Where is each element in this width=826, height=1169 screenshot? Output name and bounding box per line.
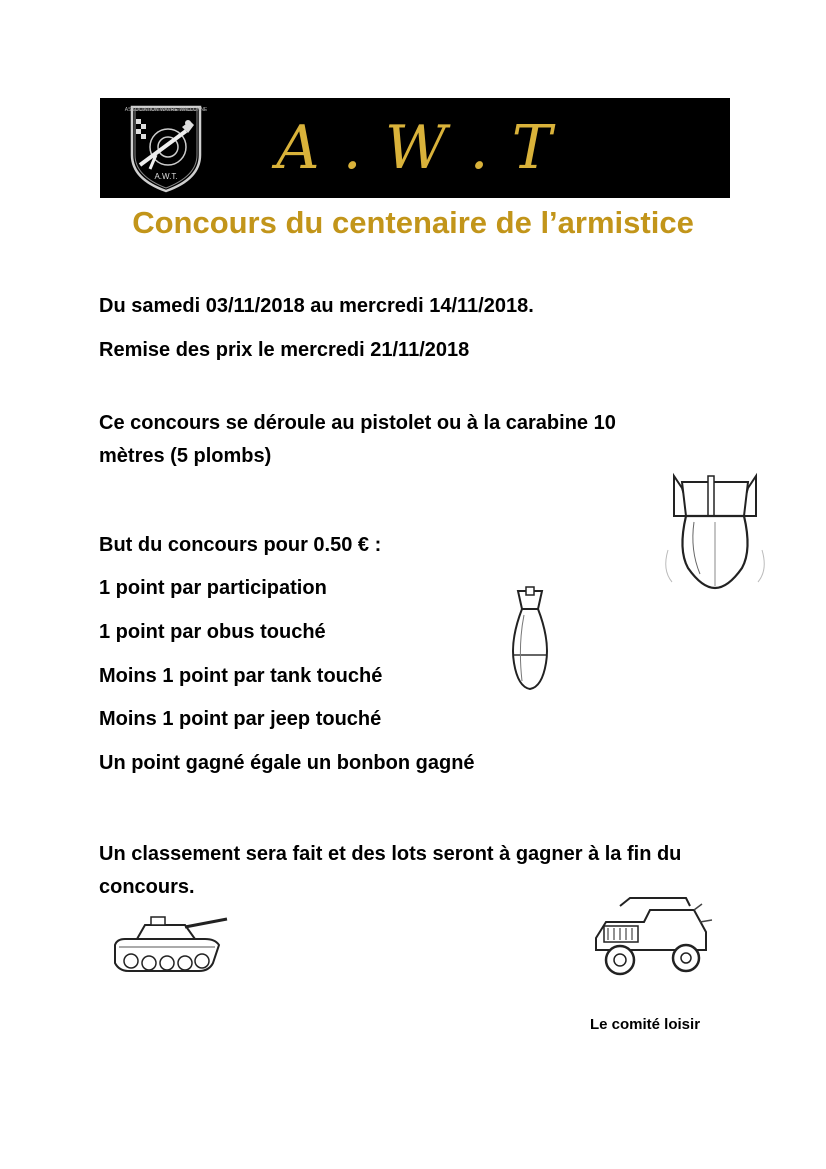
prize-giving-date: Remise des prix le mercredi 21/11/2018 — [99, 339, 470, 361]
rule-item: 1 point par obus touché — [99, 621, 326, 643]
rule-item: 1 point par participation — [99, 577, 327, 599]
ranking-line-2: concours. — [99, 876, 195, 898]
svg-text:ASSOCIATION WAVRE-WALLONNE: ASSOCIATION WAVRE-WALLONNE — [124, 107, 208, 113]
date-period: Du samedi 03/11/2018 au mercredi 14/11/2018. — [99, 295, 534, 317]
bomb-large-icon — [660, 470, 770, 595]
header-banner — [100, 98, 730, 198]
jeep-icon — [590, 892, 715, 982]
shell-icon — [500, 585, 560, 695]
description-line-1: Ce concours se déroule au pistolet ou à la carabine 10 — [99, 412, 616, 434]
logo-bottom-text — [140, 168, 192, 182]
logo-top-text — [124, 103, 208, 117]
page-title: Concours du centenaire de l’armistice — [132, 205, 694, 240]
rule-item: Moins 1 point par tank touché — [99, 665, 383, 687]
banner-title: A . W . T — [276, 113, 554, 183]
signature: Le comité loisir — [590, 1016, 701, 1033]
ranking-line-1: Un classement sera fait et des lots seront à gagner à la fin du — [99, 843, 682, 865]
rule-item: Un point gagné égale un bonbon gagné — [99, 752, 475, 774]
rules-intro: But du concours pour 0.50 € : — [99, 534, 382, 556]
tank-icon — [105, 905, 230, 980]
description-line-2: mètres (5 plombs) — [99, 445, 272, 467]
svg-text:A.W.T.: A.W.T. — [154, 172, 178, 181]
rule-item: Moins 1 point par jeep touché — [99, 708, 382, 730]
